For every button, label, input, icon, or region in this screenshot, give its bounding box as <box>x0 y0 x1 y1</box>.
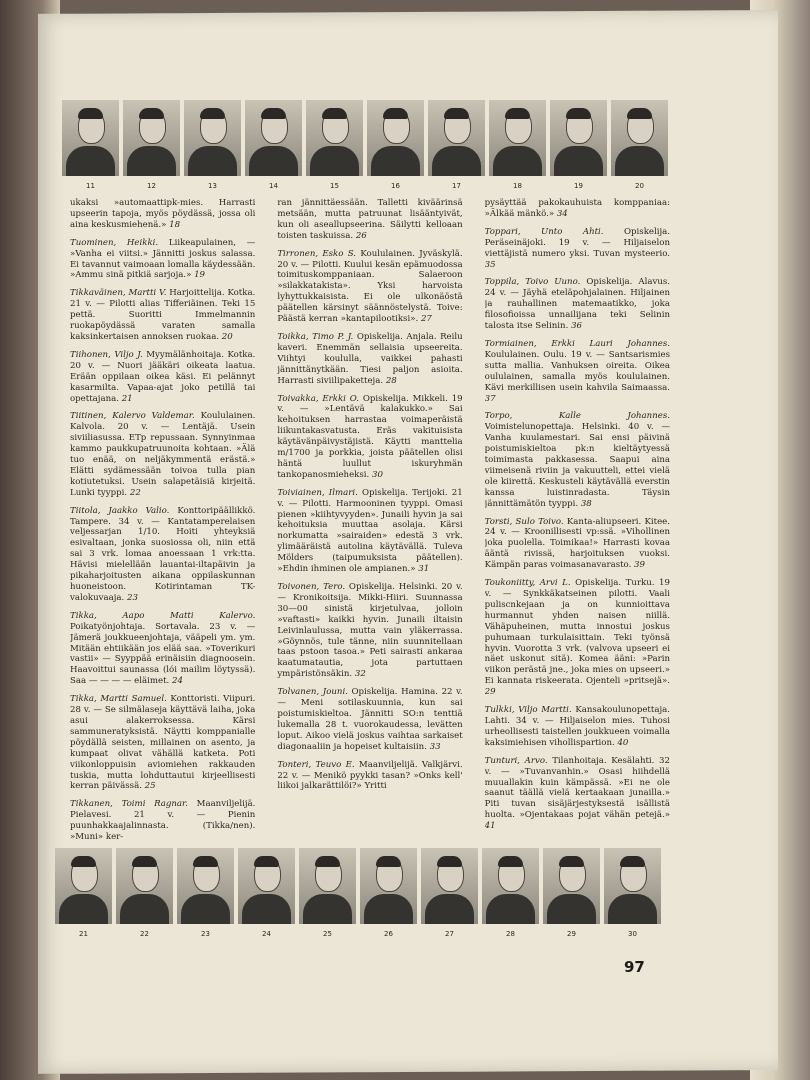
entry-text: Liikeapulainen, — »Vanha ei viitsi.» Jännitti joskus salassa. Ei tavannut vaimoaan lomalla käydessään. »Ammu sinä pitkiä sarjoja.» <box>70 237 256 281</box>
portrait-photo <box>123 100 180 190</box>
entry-name: Tikka, Aapo Matti Kalervo. <box>70 610 256 621</box>
photo-number: 25 <box>323 930 332 938</box>
entry-name: Tikkaväinen, Martti V. <box>70 288 167 299</box>
entry-name: Tolvanen, Jouni. <box>277 687 348 698</box>
entry-name: Toukoniitty, Arvi L. <box>484 578 571 589</box>
biography-entry <box>70 611 255 687</box>
photo-number: 20 <box>635 182 644 190</box>
biography-entry <box>277 198 462 242</box>
entry-number: 29 <box>484 687 496 698</box>
entry-name: Torpo, Kalle Johannes. <box>484 411 670 422</box>
entry-number: 27 <box>420 314 432 325</box>
biography-entry <box>277 394 462 481</box>
entry-text: Koululainen. Oulu. 19 v. — Santsarismies sutta mallia. Vanhuksen oireita. Oikea oululainen, samalla myös koululainen. Kävi merkillisen usein kahvila Saimaassa. <box>484 349 670 393</box>
biography-entry <box>485 411 670 509</box>
portrait-image <box>62 100 119 176</box>
entry-number: 19 <box>194 270 206 281</box>
biography-entry <box>485 339 670 404</box>
entry-text: Voimistelunopettaja. Helsinki. 40 v. — Vanha kuulamestari. Sai ensi päivinä poistumiskieltoa pk:n kieltäytyessä toimimasta pakkasessa. Saapui aina viimeisenä riviin ja vakuutteli, ettei vielä ole kiirettä. Keskusteli käytävällä everstin kanssa luistinradasta. Täysin jännittämätön tyyppi. <box>484 422 670 509</box>
portrait-image <box>123 100 180 176</box>
portrait-image <box>543 848 600 924</box>
photo-number: 18 <box>513 182 522 190</box>
entry-number: 37 <box>484 393 496 404</box>
entry-number: 36 <box>571 321 582 332</box>
entry-text: Konttoripäällikkö. Tampere. 34 v. — Kantatamperelaisen veljessarjan 1/10. Hoiti yhteyksiä esivaltaan, jonka suosiossa oli, niin että sai 3 vrk. lomaa anoessaan 1 vrk:tta. Hävisi mielellään lauantai-iltapäivin ja pikaharjoitusten aikana oppilaskunnan huoneistoon. Kotirintaman TK-valokuvaaja. <box>70 505 256 603</box>
biography-entry <box>70 694 255 792</box>
portrait-image <box>177 848 234 924</box>
photo-number: 15 <box>330 182 339 190</box>
portrait-photo <box>62 100 119 190</box>
portrait-image <box>428 100 485 176</box>
entry-number: 23 <box>127 592 138 603</box>
entry-name: Tunturi, Arvo. <box>484 755 548 766</box>
portrait-image <box>360 848 417 924</box>
portrait-photo <box>116 848 173 938</box>
portrait-image <box>116 848 173 924</box>
entry-text: Tilanhoitaja. Kesälahti. 32 v. — »Tuvanvanhin.» Osasi hiihdellä muuallakin kuin kämpässä. »Ei ne ole saanut täällä vielä kertaakaan junailla.» Piti tuvan sisäjärjestyksestä isällistä huolta. »Ojentakaas pojat vähän petejä.» <box>484 755 670 821</box>
entry-number: 35 <box>484 259 496 270</box>
biography-entry <box>70 411 255 498</box>
entry-text: ran jännittäessään. Talletti kiväärinsä metsään, mutta patruunat lisääntyivät, kun oli aseallupseerina. Säilytti kelloaan toisten taskuissa. <box>277 198 463 241</box>
entry-number: 28 <box>385 375 397 386</box>
entry-text: Opiskelija. Alavus. 24 v. — Jäyhä eteläpohjalainen. Hiljainen ja rauhallinen matemaatikko, joka filosofioissa unnailijana teki Selinin talosta itse Selinin. <box>484 277 670 332</box>
photo-number: 11 <box>86 182 95 190</box>
portrait-photo <box>238 848 295 938</box>
entry-text: Koululainen. Kalvola. 20 v. — Lentäjä. Usein siviiliasussa. ETp repussaan. Synnyinmaa kammo paukkupatruunoita kohtaan. »Älä tuo enää, on neljäkymmentä erästä.» Elätti sydämessään toivoa tulla pian kotiutetuksi. Usein salapetäisiä kirjeitä. Lunki tyyppi. <box>70 411 256 498</box>
entry-text: Maanviljelijä. Valkjärvi. 22 v. — Menikö pyykki tasan? »Onks kell' liikoi jalkarättilöi?» Yritti <box>277 759 463 792</box>
bottom-portrait-row <box>55 848 661 938</box>
biography-entry <box>277 332 462 387</box>
entry-text: Opiskelija. Helsinki. 20 v. — Kronikoitsija. Mikki-Hiiri. Suunnassa 30—00 sinistä kirjetulvaa, jolloin »vaftasti» kaikki hyvin. Junaili iltaisin Leivinlaulussa, mutta vain yläkerrassa. »Göynnös, tule tänne, niin suunnitellaan taas pstoon tasoa.» Peti sairasti ankaraa kaatumatautia, jota partuttaen ympäristönsäkin. <box>277 582 463 680</box>
entry-number: 32 <box>354 669 366 680</box>
portrait-photo <box>55 848 112 938</box>
portrait-image <box>184 100 241 176</box>
biography-entry <box>277 582 462 680</box>
entry-number: 31 <box>418 564 430 575</box>
portrait-photo <box>550 100 607 190</box>
entry-text: Opiskelija. Anjala. Reilu kaveri. Enemmän sellaisia upseereita. Viihtyi koululla, vaikkei pahasti jännittänytkään. Tiesi paljon asioita. Harrasti siviilipaketteja. <box>277 331 463 386</box>
photo-number: 28 <box>506 930 515 938</box>
entry-number: 38 <box>580 498 592 509</box>
photo-number: 30 <box>628 930 637 938</box>
photo-number: 14 <box>269 182 278 190</box>
biography-entry <box>277 488 462 575</box>
entry-name: Tiihonen, Viljo J. <box>70 349 143 360</box>
entry-name: Tiitola, Jaakko Valio. <box>70 505 170 516</box>
entry-text: Opiskelija. Mikkeli. 19 v. — »Lentävä kalakukko.» Sai kehoituksen harrastaa voimaperäistä liikuntakasvatusta. Eräs vakituisista käytävänpäivystäjistä. Käytti manttelia m/1700 ja porkkia, joista päätellen olisi häntä luullut iskuryhmän tankopanosmieheksi. <box>277 393 463 480</box>
entry-text: Poikatyönjohtaja. Sortavala. 23 v. — Jämerä joukkueenjohtaja, vääpeli ym. ym. Mitään ehtiikään jos elää saa. »Toverikuri vastii» — Syyppää erinäisiin diagnoosein. Haavoittui saunassa (lói mailim löytyssä). Saa — — — — eläimet. <box>70 621 256 687</box>
entry-text: Kanta-aliupseeri. Kitee. 24 v. — Kroonillisesti vp:ssä. »Vihollinen joka puolella. Toimikaa!» Harrasti kovaa ääntä rivissä, harjoituksen vuoksi. Kämpän paras voimasanavarasto. <box>484 516 670 571</box>
entry-number: 18 <box>169 219 181 230</box>
entry-number: 41 <box>484 821 496 832</box>
portrait-image <box>245 100 302 176</box>
entry-name: Tonteri, Teuvo E. <box>277 759 355 770</box>
entry-text: Harjoittelija. Kotka. 21 v. — Pilotti alias Tifferiäinen. Teki 15 pettä. Suoritti Immelmannin ruokapöydässä varaten samalla kaksinkertaisen annoksen ruokaa. <box>70 288 256 342</box>
photo-number: 13 <box>208 182 217 190</box>
biography-entry <box>70 288 255 343</box>
biography-entry <box>485 198 670 220</box>
portrait-image <box>367 100 424 176</box>
photo-number: 26 <box>384 930 393 938</box>
entry-text: Myymälänhoitaja. Kotka. 20 v. — Nuori jääkäri oikeata laatua. Erään oppilaan oikea käsi. Ei pelännyt kasarmilta. Vapaa-ajat joko petillä tai opettajana. <box>70 349 256 404</box>
portrait-photo <box>611 100 668 190</box>
photo-number: 29 <box>567 930 576 938</box>
portrait-photo <box>177 848 234 938</box>
entry-number: 40 <box>617 737 629 748</box>
entry-text: Opiskelija. Terijoki. 21 v. — Pilotti. Harmooninen tyyppi. Omasi pienen »kiihtyvyyden». Junaili hyvin ja sai kehoituksia muuttaa asolaja. Kärsi norkumatta »sairaiden» edestä 3 vrk. ylimääräistä autolina käytävällä. Tuleva Mölders (taipumuksista päätellen). »Ehdin ihminen ole ampianen.» <box>277 487 463 575</box>
biography-entry <box>485 756 670 832</box>
entry-name: Toivonen, Tero. <box>277 582 346 592</box>
entry-text: Maanviljelijä. Pielavesi. 21 v. — Pienin puunhakkaajalinnasta. (Tikka/nen). »Muni» ker- <box>70 799 256 843</box>
portrait-photo <box>299 848 356 938</box>
entry-number: 33 <box>429 741 441 752</box>
portrait-photo <box>482 848 539 938</box>
entry-number: 25 <box>144 781 156 792</box>
portrait-image <box>306 100 363 176</box>
photo-number: 16 <box>391 182 400 190</box>
biography-entry <box>70 799 255 843</box>
portrait-photo <box>604 848 661 938</box>
portrait-image <box>604 848 661 924</box>
entry-number: 24 <box>172 676 183 687</box>
entry-text: Koululainen. Jyväskylä. 20 v. — Pilotti. Kuului kesän epämuodossa toimituskomppaniaan. Salaeroon »silakkatakista». Yksi harvoista lyhyttukkaisista. Ei ole ulkonäöstä päätellen kärsinyt säännöstelystä. Toive: Päästä kerran »kantapilootiksi». <box>277 248 463 325</box>
entry-name: Tuominen, Heikki. <box>70 237 159 248</box>
entry-number: 30 <box>372 469 383 480</box>
biography-entry <box>70 198 255 231</box>
entry-name: Toppila, Toivo Uuno. <box>484 277 581 288</box>
biography-entry <box>70 506 255 604</box>
column-1 <box>70 198 255 843</box>
entry-text: Opiskelija. Turku. 19 v. — Synkkäkatseinen pilotti. Vaali puliscnkejaan ja on kunnioittava hurmannut yhden naisen niillä. Vähäpuheinen, mutta innostui joskus puhumaan turkulaisittain. Teki työnsä hyvin. Vuorotta 3 vrk. (valvova upseeri ei näet uskonut sitä). Komea ääni: »Parin viikon perästä jne., joka mies on upseeri.» Ei kannata riskeerata. Ojenteli »pritsejä». <box>484 578 670 687</box>
entry-number: 20 <box>221 331 233 342</box>
entry-number: 21 <box>121 393 133 404</box>
portrait-image <box>55 848 112 924</box>
portrait-photo <box>360 848 417 938</box>
portrait-image <box>238 848 295 924</box>
photo-number: 22 <box>140 930 149 938</box>
portrait-image <box>550 100 607 176</box>
entry-text: pysäyttää pakokauhuista komppaniaa: »Älkää mänkö.» <box>484 198 670 219</box>
entry-name: Tirronen, Esko S. <box>277 248 357 259</box>
portrait-photo <box>428 100 485 190</box>
portrait-photo <box>489 100 546 190</box>
biography-entry <box>485 227 670 271</box>
column-3 <box>485 198 670 843</box>
photo-number: 12 <box>147 182 156 190</box>
photo-number: 21 <box>79 930 88 938</box>
photo-number: 19 <box>574 182 583 190</box>
page-number: 97 <box>624 958 645 976</box>
entry-text: Kansakoulunopettaja. Lahti. 34 v. — Hiljaiselon mies. Tuhosi urheollisesti taistellen joukkueen voimalla kaksimiehisen vihollispartion. <box>484 705 670 748</box>
biography-entry <box>485 705 670 749</box>
entry-text: Konttoristi. Viipuri. 28 v. — Se silmälaseja käyttävä laiha, joka asui alakerroksessa. Kärsi sammuneratyksistä. Näytti komppanialle pöydällä seisten, millainen on asento, ja kumpaat olivat vähällä katketa. Poti viikonloppuisin aviomiehen rakkauden tuskia, mutta lohduttautui kirjeellisesti kerran päivässä. <box>70 694 256 792</box>
entry-number: 39 <box>634 560 645 571</box>
entry-number: 34 <box>556 208 568 219</box>
portrait-image <box>489 100 546 176</box>
biography-entry <box>485 517 670 572</box>
biography-entry <box>485 277 670 332</box>
text-columns <box>70 198 670 843</box>
entry-number: 22 <box>129 487 141 498</box>
entry-name: Toivakka, Erkki O. <box>277 393 359 404</box>
portrait-photo <box>421 848 478 938</box>
portrait-photo <box>543 848 600 938</box>
biography-entry <box>277 249 462 325</box>
entry-text: Opiskelija. Peräseinäjoki. 19 v. — Hiljaiselon viettäjistä numero yksi. Tuvan mysteerio. <box>484 226 670 259</box>
biography-entry <box>485 578 670 698</box>
portrait-image <box>299 848 356 924</box>
entry-name: Toikka, Timo P. J. <box>277 331 354 342</box>
biography-entry <box>277 687 462 752</box>
entry-name: Toiviainen, Ilmari. <box>277 487 358 498</box>
entry-number: 26 <box>355 230 367 241</box>
entry-name: Tikkanen, Toimi Ragnar. <box>70 799 188 810</box>
top-portrait-row <box>62 100 668 190</box>
portrait-image <box>421 848 478 924</box>
photo-number: 27 <box>445 930 454 938</box>
entry-text: ukaksi »automaattipk-mies. Harrasti upseerin tapoja, myös pöydässä, jossa oli aina keskusmiehenä.» <box>70 198 256 230</box>
entry-name: Tulkki, Viljo Martti. <box>484 705 572 716</box>
photo-number: 17 <box>452 182 461 190</box>
entry-text: Opiskelija. Hamina. 22 v. — Meni sotilaskuunnia, kun sai poistumiskieltoa. Jännitti SO:n tenttiä lukemalla 28 t. vuorokaudessa, levätten loput. Aikoo vielä joskus vaihtaa sarkaiset diagonaaliin ja hopeiset kultaisiin. <box>277 687 463 752</box>
portrait-photo <box>184 100 241 190</box>
entry-name: Torsti, Sulo Toivo. <box>484 516 564 527</box>
entry-name: Tormiainen, Erkki Lauri Johannes. <box>484 338 670 349</box>
entry-name: Toppari, Unto Ahti. <box>484 226 604 237</box>
portrait-photo <box>245 100 302 190</box>
photo-number: 23 <box>201 930 210 938</box>
entry-name: Tiitinen, Kalervo Valdemar. <box>70 411 195 422</box>
portrait-image <box>482 848 539 924</box>
biography-entry <box>70 350 255 405</box>
entry-name: Tikka, Martti Samuel. <box>70 694 167 705</box>
biography-entry <box>277 760 462 793</box>
portrait-photo <box>367 100 424 190</box>
portrait-photo <box>306 100 363 190</box>
column-2 <box>277 198 462 843</box>
photo-number: 24 <box>262 930 271 938</box>
portrait-image <box>611 100 668 176</box>
biography-entry <box>70 238 255 282</box>
